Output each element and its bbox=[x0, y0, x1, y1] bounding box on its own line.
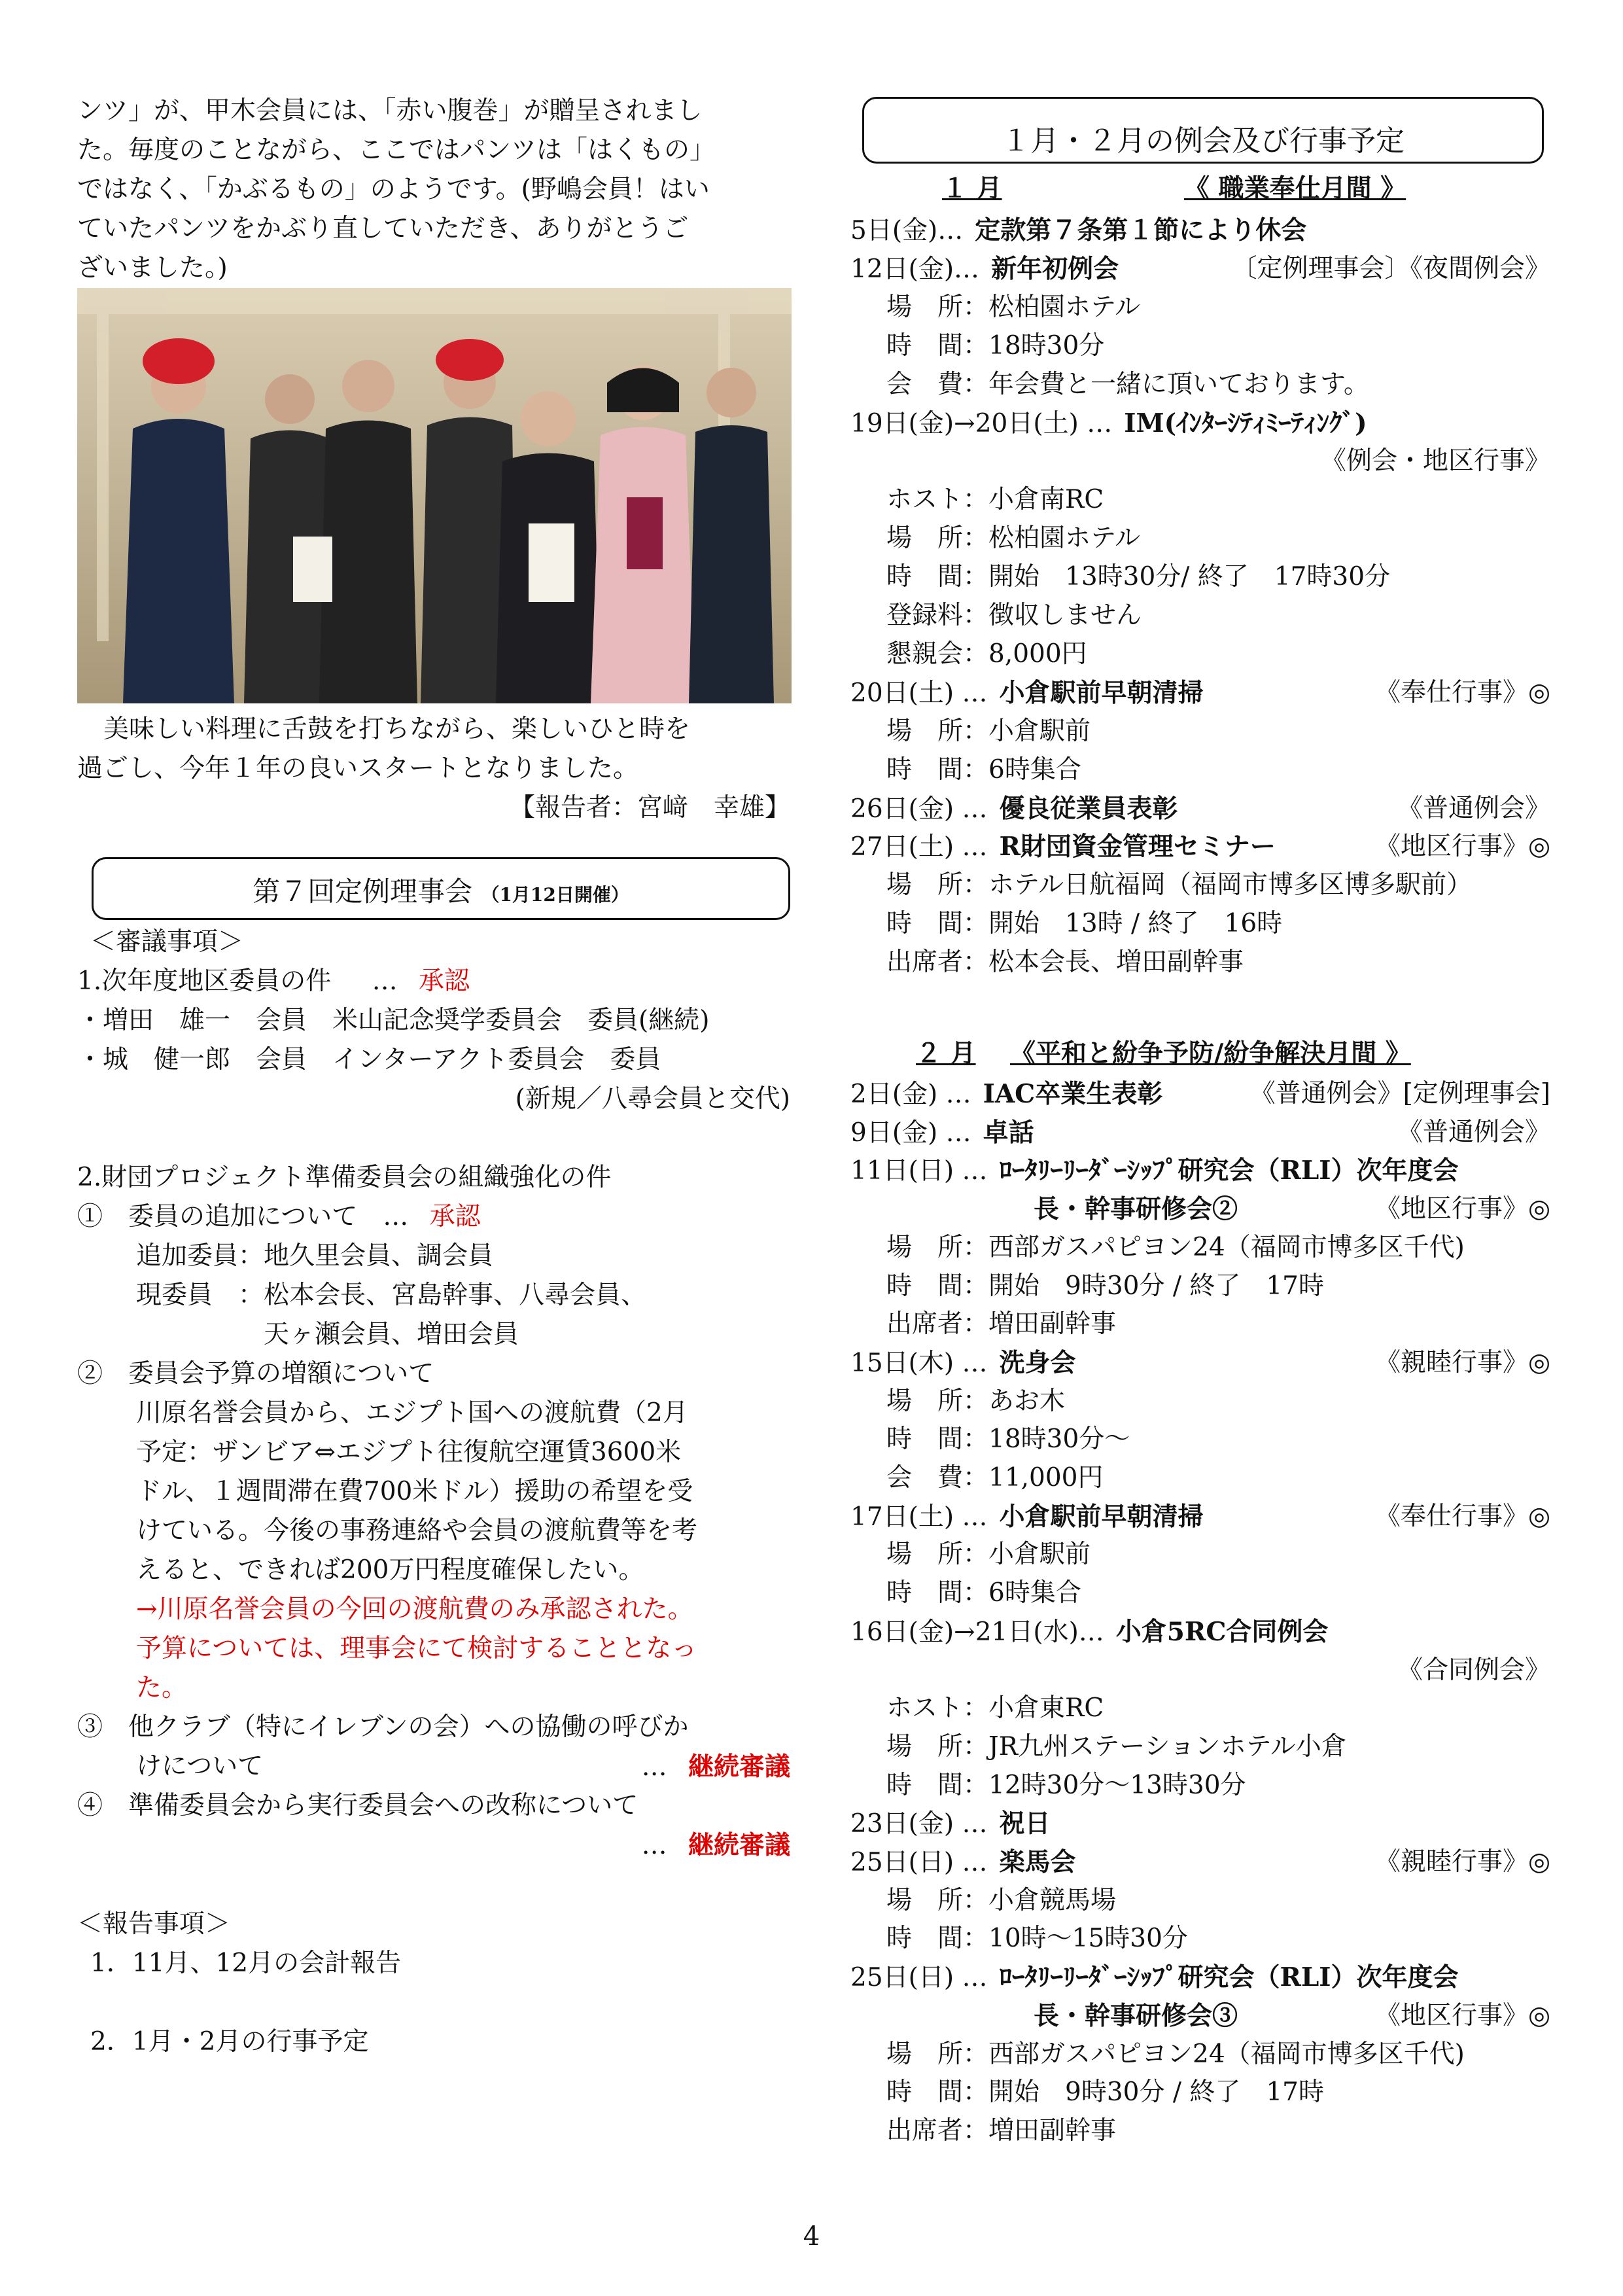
event-title-continued bbox=[850, 1996, 1550, 2036]
event-detail-text: 場 所：西部ガスパピヨン24（福岡市博多区千代) bbox=[886, 1232, 1465, 1262]
group-photo-illustration bbox=[77, 288, 792, 703]
event-detail bbox=[886, 2111, 1547, 2151]
intro-paragraph bbox=[77, 92, 790, 288]
event-title: 長・幹事研修会② bbox=[1034, 1194, 1238, 1225]
event-title: 新年初例会 bbox=[991, 253, 1119, 284]
event-detail-text: 時 間：6時集合 bbox=[886, 754, 1081, 785]
report-item: 1．11月、12月の会計報告 bbox=[90, 1949, 402, 1978]
event-detail bbox=[886, 557, 1547, 597]
event-row bbox=[850, 1497, 1550, 1537]
intro-line: ではなく、「かぶるもの」のようです。(野嶋会員！はい bbox=[77, 175, 710, 204]
event-date: 17日(土) … bbox=[850, 1502, 988, 1532]
event-kind-line bbox=[850, 442, 1550, 481]
event-detail bbox=[886, 943, 1547, 982]
event-detail-text: 場 所：あお木 bbox=[886, 1386, 1066, 1416]
event-kind: 《地区行事》◎ bbox=[1374, 2000, 1550, 2030]
jan-heading-line bbox=[942, 169, 1544, 209]
event-detail-text: 時 間：18時30分 bbox=[886, 330, 1105, 361]
sub2-decision: 予算については、理事会にて検討することとなっ bbox=[136, 1634, 697, 1663]
sub1-detail: 追加委員：地久里会員、調会員 bbox=[136, 1241, 494, 1271]
event-detail bbox=[886, 327, 1547, 366]
sub1-title: ① 委員の追加について … bbox=[77, 1202, 409, 1231]
event-row bbox=[850, 1843, 1550, 1882]
event-detail-text: 場 所：小倉駅前 bbox=[886, 716, 1091, 746]
sub4-title: ④ 準備委員会から実行委員会への改称について bbox=[77, 1791, 638, 1820]
event-kind: 《普通例会》 bbox=[1397, 1117, 1550, 1147]
event-date: 15日(木) … bbox=[850, 1348, 988, 1378]
caption-line: 美味しい料理に舌鼓を打ちながら、楽しいひと時を bbox=[103, 715, 691, 744]
event-detail-text: 懇親会：8,000円 bbox=[886, 639, 1087, 669]
event-row bbox=[850, 1804, 1550, 1844]
board-title: 第７回定例理事会 bbox=[253, 875, 473, 908]
event-detail-text: 会 費：11,000円 bbox=[886, 1463, 1104, 1492]
event-detail bbox=[886, 1766, 1547, 1805]
event-detail-text: 場 所：西部ガスパピヨン24（福岡市博多区千代) bbox=[886, 2039, 1465, 2069]
event-detail-text: 場 所：ホテル日航福岡（福岡市博多区博多駅前） bbox=[886, 870, 1473, 900]
sub1-line bbox=[77, 1197, 790, 1237]
caption-line: 過ごし、今年１年の良いスタートとなりました。 bbox=[77, 754, 639, 783]
event-row bbox=[850, 673, 1550, 713]
event-detail-text: 登録料：徴収しません bbox=[886, 601, 1142, 630]
reporter: 【報告者：宮﨑 幸雄】 bbox=[509, 793, 790, 822]
event-row bbox=[850, 1612, 1550, 1652]
event-detail bbox=[886, 1305, 1547, 1344]
event-title: IAC卒業生表彰 bbox=[983, 1079, 1163, 1109]
feb-heading: ２ 月 bbox=[916, 1038, 976, 1069]
event-title: ﾛｰﾀﾘｰﾘｰﾀﾞｰｼｯﾌﾟ研究会（RLI）次年度会 bbox=[999, 1156, 1459, 1186]
board-meeting-body bbox=[77, 923, 790, 2062]
event-detail bbox=[886, 635, 1547, 674]
intro-line: た。毎度のことながら、ここではパンツは「はくもの」 bbox=[77, 135, 716, 165]
event-detail-text: 時 間：開始 13時 / 終了 16時 bbox=[886, 909, 1283, 939]
event-detail bbox=[886, 519, 1547, 558]
item1-result: 承認 bbox=[419, 966, 470, 996]
event-detail bbox=[886, 1535, 1547, 1574]
intro-line: ざいました。) bbox=[77, 253, 228, 283]
sub3-title: ③ 他クラブ（特にイレブンの会）への協働の呼びか bbox=[77, 1712, 689, 1742]
item1-title: 1.次年度地区委員の件 bbox=[77, 966, 332, 996]
event-detail bbox=[886, 712, 1547, 751]
event-row bbox=[850, 1074, 1550, 1114]
event-detail bbox=[886, 365, 1547, 404]
event-row bbox=[850, 789, 1550, 829]
sub2-title: ② 委員会予算の増額について bbox=[77, 1359, 434, 1388]
event-detail-text: 出席者：増田副幹事 bbox=[886, 1309, 1117, 1339]
event-detail-text: 場 所：松柏園ホテル bbox=[886, 523, 1141, 554]
sub3-dots: … bbox=[641, 1752, 667, 1782]
event-detail-text: ホスト：小倉南RC bbox=[886, 485, 1104, 515]
event-title: R財団資金管理セミナー bbox=[999, 832, 1276, 862]
event-title: 卓話 bbox=[983, 1117, 1034, 1148]
event-detail-text: 出席者：増田副幹事 bbox=[886, 2115, 1117, 2146]
jan-heading: １ 月 bbox=[942, 173, 1002, 203]
sub4-line bbox=[77, 1826, 790, 1865]
event-detail-text: 場 所：JR九州ステーションホテル小倉 bbox=[886, 1731, 1347, 1761]
event-kind: 《合同例会》 bbox=[1397, 1655, 1550, 1685]
event-detail-text: 出席者：松本会長、増田副幹事 bbox=[886, 947, 1244, 978]
event-row bbox=[850, 1343, 1550, 1383]
event-date: 26日(金) … bbox=[850, 794, 988, 824]
event-kind: 《普通例会》 bbox=[1397, 793, 1550, 823]
event-detail-text: ホスト：小倉東RC bbox=[886, 1693, 1104, 1723]
event-kind: 《普通例会》[定例理事会] bbox=[1249, 1079, 1550, 1108]
photo-caption bbox=[77, 710, 790, 828]
event-title: 洗身会 bbox=[999, 1347, 1076, 1378]
event-detail-text: 時 間：6時集合 bbox=[886, 1578, 1081, 1608]
event-title: 祝日 bbox=[999, 1809, 1051, 1839]
event-kind: 〔定例理事会〕《夜間例会》 bbox=[1231, 253, 1550, 283]
event-kind: 《奉仕行事》◎ bbox=[1374, 677, 1550, 707]
event-date: 11日(日) … bbox=[850, 1156, 988, 1186]
sub2-detail: 予定：ザンビア⇔エジプト往復航空運賃3600米 bbox=[136, 1438, 682, 1467]
event-kind: 《奉仕行事》◎ bbox=[1374, 1501, 1550, 1531]
intro-line: ンツ」が、甲木会員には、「赤い腹巻」が贈呈されまし bbox=[77, 96, 703, 126]
sub3-line bbox=[77, 1747, 790, 1786]
event-date: 9日(金) … bbox=[850, 1118, 971, 1148]
event-kind: 《地区行事》◎ bbox=[1374, 832, 1550, 862]
item2-title: 2.財団プロジェクト準備委員会の組織強化の件 bbox=[77, 1163, 612, 1192]
sub2-detail: ドル、１週間滞在費700米ドル）援助の希望を受 bbox=[136, 1477, 693, 1506]
left-column bbox=[77, 92, 790, 288]
event-detail bbox=[886, 1919, 1547, 1958]
event-detail bbox=[886, 904, 1547, 944]
report-heading: ＜報告事項＞ bbox=[77, 1909, 231, 1939]
page-number: 4 bbox=[803, 2221, 820, 2252]
board-date: （1月12日開催） bbox=[481, 884, 629, 906]
event-detail-text: 時 間：10時～15時30分 bbox=[886, 1924, 1188, 1954]
event-date: 12日(金)… bbox=[850, 254, 980, 284]
event-detail bbox=[886, 1689, 1547, 1728]
feb-heading-line bbox=[916, 1034, 1544, 1074]
event-detail bbox=[886, 1881, 1547, 1920]
event-row bbox=[850, 1958, 1550, 1998]
event-detail bbox=[886, 288, 1547, 327]
event-row bbox=[850, 211, 1550, 251]
event-detail-text: 場 所：小倉競馬場 bbox=[886, 1885, 1117, 1915]
sub3-title-cont: けについて bbox=[136, 1752, 264, 1781]
sub2-detail: えると、できれば200万円程度確保したい。 bbox=[136, 1555, 644, 1585]
event-detail bbox=[886, 1228, 1547, 1267]
event-detail-text: 時 間：開始 9時30分 / 終了 17時 bbox=[886, 1271, 1324, 1301]
event-detail-text: 場 所：小倉駅前 bbox=[886, 1540, 1091, 1570]
sub2-decision: →川原名誉会員の今回の渡航費のみ承認された。 bbox=[136, 1595, 693, 1624]
event-date: 25日(日) … bbox=[850, 1848, 988, 1877]
event-title: 長・幹事研修会③ bbox=[1034, 2000, 1238, 2031]
event-kind: 《親睦行事》◎ bbox=[1374, 1347, 1550, 1377]
event-title: 優良従業員表彰 bbox=[999, 793, 1178, 824]
event-detail-text: 場 所：松柏園ホテル bbox=[886, 292, 1141, 322]
event-detail bbox=[886, 2073, 1547, 2112]
event-detail bbox=[886, 1574, 1547, 1613]
item1-member: ・増田 雄一 会員 米山記念奨学委員会 委員(継続) bbox=[77, 1006, 710, 1035]
item1-member: ・城 健一郎 会員 インターアクト委員会 委員 bbox=[77, 1045, 661, 1074]
event-detail bbox=[886, 1420, 1547, 1459]
sub4-result: 継続審議 bbox=[688, 1830, 790, 1860]
board-meeting-title-box bbox=[92, 857, 790, 920]
sub4-dots: … bbox=[641, 1831, 667, 1860]
item1-note: (新規／八尋会員と交代) bbox=[515, 1084, 790, 1114]
sub2-decision: た。 bbox=[136, 1673, 188, 1703]
event-date: 27日(土) … bbox=[850, 832, 988, 862]
event-title: ﾛｰﾀﾘｰﾘｰﾀﾞｰｼｯﾌﾟ研究会（RLI）次年度会 bbox=[999, 1962, 1459, 1993]
event-row bbox=[850, 1113, 1550, 1153]
feb-theme: 《平和と紛争予防/紛争解決月間 》 bbox=[1009, 1038, 1411, 1069]
sub1-result: 承認 bbox=[429, 1202, 481, 1231]
event-title: IM(ｲﾝﾀｰｼﾃｨﾐｰﾃｨﾝｸﾞ) bbox=[1124, 408, 1367, 438]
event-kind: 《地区行事》◎ bbox=[1374, 1194, 1550, 1224]
sub2-detail: けている。今後の事務連絡や会員の渡航費等を考 bbox=[136, 1516, 698, 1545]
event-detail bbox=[886, 596, 1547, 635]
event-detail bbox=[886, 480, 1547, 520]
event-detail-text: 時 間：12時30分～13時30分 bbox=[886, 1770, 1246, 1800]
sub3-result: 継続審議 bbox=[688, 1752, 790, 1782]
event-date: 5日(金)… bbox=[850, 216, 964, 245]
event-kind-line bbox=[850, 1651, 1550, 1690]
event-date: 2日(金) … bbox=[850, 1080, 971, 1109]
event-date: 25日(日) … bbox=[850, 1963, 988, 1993]
event-row bbox=[850, 249, 1550, 289]
sub1-detail: 天ヶ瀬会員、増田会員 bbox=[136, 1320, 519, 1349]
sub1-detail: 現委員 ：松本会長、宮島幹事、八尋会員、 bbox=[136, 1280, 647, 1310]
event-date: 19日(金)→20日(土) … bbox=[850, 408, 1113, 438]
event-detail bbox=[886, 1382, 1547, 1421]
event-row bbox=[850, 827, 1550, 867]
event-kind: 《例会・地区行事》 bbox=[1320, 446, 1550, 476]
event-detail-text: 時 間：18時30分～ bbox=[886, 1424, 1130, 1455]
event-detail bbox=[886, 1458, 1547, 1498]
jan-theme: 《 職業奉仕月間 》 bbox=[1184, 173, 1406, 203]
event-kind: 《親睦行事》◎ bbox=[1374, 1847, 1550, 1877]
event-title: 定款第７条第１節により休会 bbox=[975, 215, 1307, 245]
event-row bbox=[850, 1151, 1550, 1191]
event-title: 楽馬会 bbox=[999, 1847, 1076, 1877]
event-title-continued bbox=[850, 1190, 1550, 1229]
item1-line bbox=[77, 962, 790, 1001]
event-date: 16日(金)→21日(水)… bbox=[850, 1617, 1104, 1647]
report-item: 2．1月・2月の行事予定 bbox=[90, 2027, 369, 2057]
event-detail-text: 会 費：年会費と一緒に頂いております。 bbox=[886, 369, 1369, 399]
event-title: 小倉駅前早朝清掃 bbox=[999, 1501, 1204, 1532]
intro-line: ていたパンツをかぶり直していただき、ありがとうご bbox=[77, 214, 689, 243]
schedule-title: １月・２月の例会及び行事予定 bbox=[1002, 124, 1405, 158]
item1-dots: … bbox=[372, 966, 398, 996]
event-detail-text: 時 間：開始 13時30分/ 終了 17時30分 bbox=[886, 562, 1391, 592]
event-detail bbox=[886, 751, 1547, 790]
sub2-detail: 川原名誉会員から、エジプト国への渡航費（2月 bbox=[136, 1398, 688, 1428]
event-title: 小倉駅前早朝清掃 bbox=[999, 677, 1204, 708]
event-detail bbox=[886, 2035, 1547, 2074]
event-detail-text: 時 間：開始 9時30分 / 終了 17時 bbox=[886, 2077, 1324, 2108]
deliberation-heading: ＜審議事項＞ bbox=[90, 927, 244, 957]
event-detail bbox=[886, 1727, 1547, 1767]
event-date: 20日(土) … bbox=[850, 678, 988, 708]
event-date: 23日(金) … bbox=[850, 1809, 988, 1839]
event-title: 小倉5RC合同例会 bbox=[1115, 1616, 1329, 1647]
schedule-title-box bbox=[862, 97, 1544, 164]
group-photo bbox=[77, 288, 792, 703]
event-detail bbox=[886, 866, 1547, 905]
event-row bbox=[850, 404, 1550, 444]
event-detail bbox=[886, 1267, 1547, 1306]
